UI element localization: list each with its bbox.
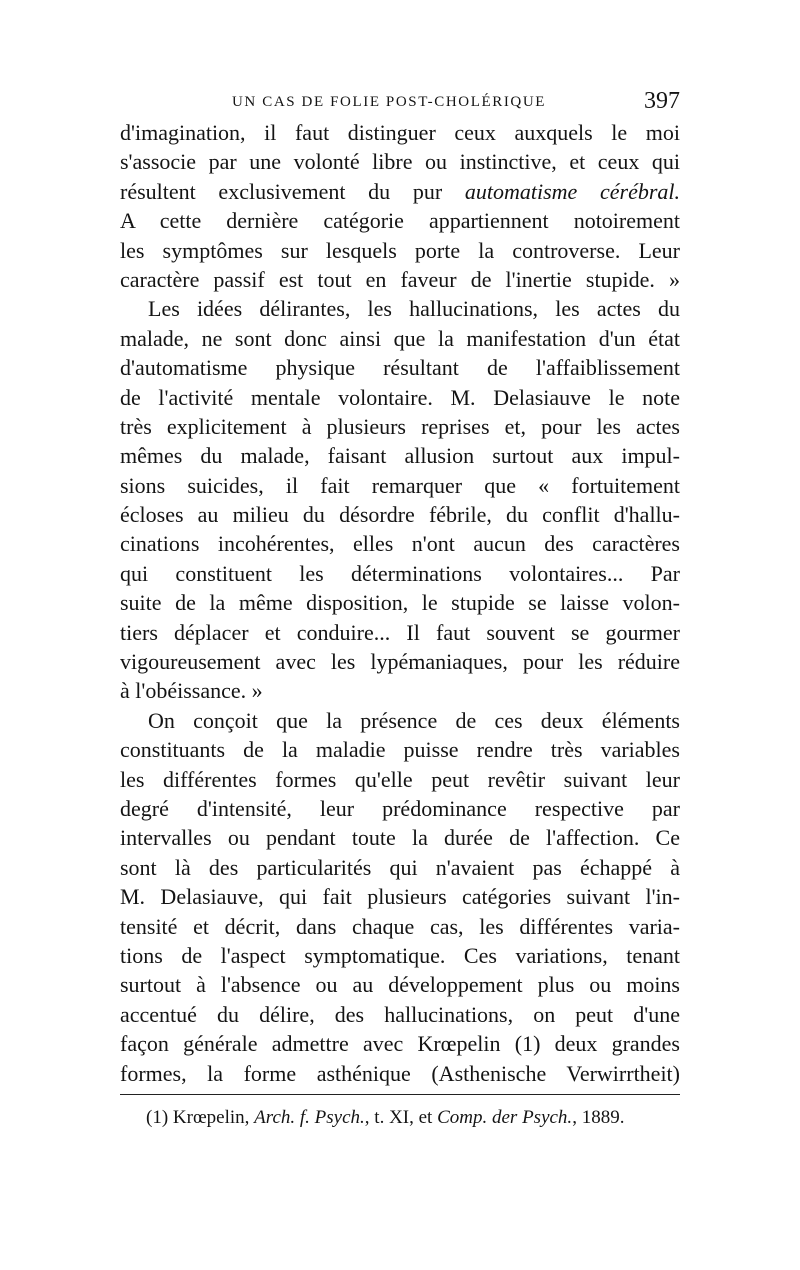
text-line: de l'activité mentale volontaire. M. Delasiauve le note: [120, 384, 680, 410]
text-line: malade, ne sont donc ainsi que la manifestation d'un état: [120, 325, 680, 351]
footnote-marker: (1): [146, 1107, 169, 1128]
text-line: A cette dernière catégorie appartiennent notoirement: [120, 208, 680, 234]
text-line: formes, la forme asthénique (Asthenische Verwirrtheit): [120, 1060, 680, 1086]
footnote-author: Krœpelin,: [172, 1107, 250, 1128]
text-line: vigoureusement avec les lypémaniaques, pour les réduire: [120, 649, 680, 675]
text-line: M. Delasiauve, qui fait plusieurs catégories suivant l'in-: [120, 884, 680, 910]
body-text: [120, 118, 680, 1088]
text-line: d'automatisme physique résultant de l'affaiblissement: [120, 355, 680, 381]
text-line: surtout à l'absence ou au développement plus ou moins: [120, 972, 680, 998]
text-line-start: résultent exclusivement du pur: [120, 178, 465, 204]
text-line: suite de la même disposition, le stupide se laisse volon-: [120, 590, 680, 616]
text-line: intervalles ou pendant toute la durée de l'affection. Ce: [120, 825, 680, 851]
paragraph-first-line: On conçoit que la présence de ces deux éléments: [148, 707, 680, 733]
running-head: [120, 88, 680, 118]
text-line: mêmes du malade, faisant allusion surtout aux impul-: [120, 443, 680, 469]
text-line: caractère passif est tout en faveur de l'inertie stupide. »: [120, 266, 680, 292]
running-title: UN CAS DE FOLIE POST-CHOLÉRIQUE: [232, 94, 547, 110]
footnote-year: , 1889.: [572, 1107, 625, 1128]
text-line: degré d'intensité, leur prédominance respective par: [120, 795, 680, 821]
text-line: tions de l'aspect symptomatique. Ces variations, tenant: [120, 942, 680, 968]
text-line: s'associe par une volonté libre ou instinctive, et ceux qui: [120, 149, 680, 175]
footnote-journal: Arch. f. Psych.: [254, 1107, 365, 1128]
footnote-book: Comp. der Psych.: [437, 1107, 573, 1128]
page-number: 397: [644, 88, 680, 114]
text-line: [120, 177, 680, 206]
italic-phrase: automatisme cérébral.: [464, 178, 681, 204]
paragraph-first-line: Les idées délirantes, les hallucinations, les actes du: [148, 296, 680, 322]
text-line: tensité et décrit, dans chaque cas, les différentes varia-: [120, 913, 680, 939]
footnote-volume: , t. XI, et: [364, 1107, 433, 1128]
text-line: qui constituent les déterminations volontaires... Par: [120, 560, 680, 586]
text-line: les différentes formes qu'elle peut revêtir suivant leur: [120, 766, 680, 792]
text-line: accentué du délire, des hallucinations, on peut d'une: [120, 1001, 680, 1027]
text-line: sions suicides, il fait remarquer que « fortuitement: [120, 472, 680, 498]
text-line: tiers déplacer et conduire... Il faut souvent se gourmer: [120, 619, 680, 645]
text-line: constituants de la maladie puisse rendre très variables: [120, 737, 680, 763]
text-line: sont là des particularités qui n'avaient pas échappé à: [120, 854, 680, 880]
text-line: cinations incohérentes, elles n'ont aucun des caractères: [120, 531, 680, 557]
text-line: d'imagination, il faut distinguer ceux auxquels le moi: [120, 120, 680, 145]
paragraph-last-line: à l'obéissance. »: [120, 678, 263, 704]
footnote-rule: [120, 1094, 680, 1095]
text-line: écloses au milieu du désordre fébrile, du conflit d'hallu-: [120, 502, 680, 528]
text-line: façon générale admettre avec Krœpelin (1) deux grandes: [120, 1031, 680, 1057]
text-line: très explicitement à plusieurs reprises et, pour les actes: [120, 413, 680, 439]
text-line: les symptômes sur lesquels porte la controverse. Leur: [120, 237, 680, 263]
footnote: [146, 1105, 680, 1131]
